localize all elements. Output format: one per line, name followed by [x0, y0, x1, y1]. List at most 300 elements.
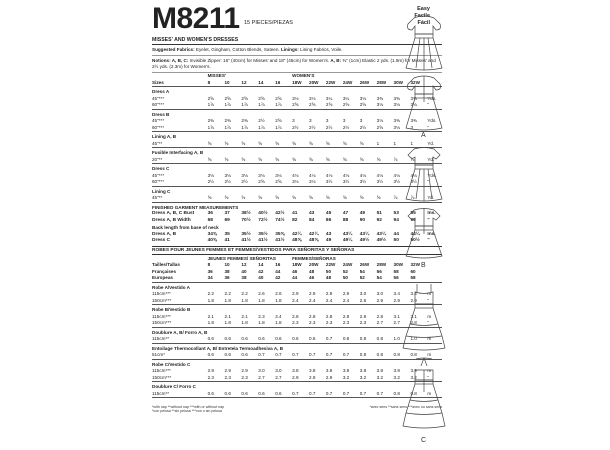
row-value: 0.6 — [224, 352, 231, 357]
row-value: 0.8 — [359, 336, 367, 341]
row-value: 36 — [224, 275, 230, 280]
row-value: 3⅛ — [309, 179, 316, 184]
row-value: 48 — [325, 275, 332, 280]
pattern-envelope-back — [152, 0, 442, 413]
row-value: 0.6 — [207, 352, 214, 357]
row-value: 3½ — [342, 179, 350, 184]
yardage-table-english — [152, 73, 442, 245]
row-label: 45"*** — [152, 95, 165, 101]
row-value: 20W — [309, 79, 319, 85]
row-value: 0.7 — [275, 352, 282, 357]
section-heading — [152, 149, 442, 157]
row-label: 150cm*** — [152, 374, 172, 380]
row-label: 51cm* — [152, 352, 166, 357]
row-value: 1.8 — [207, 320, 214, 325]
row-value: 2.8 — [325, 313, 333, 319]
row-value: 1⅞ — [258, 102, 265, 107]
row-label: Françaises — [152, 268, 177, 274]
dress-a-back-icon — [400, 72, 448, 132]
row-value: 43¼ — [359, 231, 370, 237]
section-name: Entoilage Thermocollant A, B/ Entretela Termoadhesiva A, B — [152, 345, 284, 351]
section-name: Dress A — [152, 89, 170, 94]
row-unit: " — [427, 238, 430, 243]
row-value: 2.8 — [342, 313, 350, 319]
row-value: 2½ — [342, 124, 350, 130]
row-unit: m — [427, 352, 432, 357]
row-value: 1.8 — [224, 320, 231, 325]
row-value: 2.3 — [207, 374, 214, 380]
row-value: 1⅞ — [224, 102, 231, 107]
row-value: 42¼ — [309, 231, 319, 237]
row-value: ⅝ — [207, 195, 212, 200]
row-value: 2.1 — [241, 313, 248, 319]
row-value: 0.6 — [292, 336, 299, 341]
row-value: 2⅜ — [241, 118, 248, 123]
row-unit: Ins. — [427, 231, 436, 237]
row-value: 0.7 — [342, 352, 350, 357]
row-value: 2⅜ — [207, 118, 214, 123]
row-value: 43¼ — [342, 231, 353, 237]
row-value: 1⅞ — [207, 102, 214, 107]
row-value: 40⅝ — [207, 238, 217, 243]
row-value: ⅝ — [275, 156, 280, 162]
fabrics-text: Eyelet, Gingham, Cotton Blends, Sateen. — [195, 47, 280, 52]
row-value: 2.6 — [359, 297, 367, 303]
row-label: 150cm*** — [152, 320, 172, 325]
row-value: 92 — [376, 217, 382, 223]
row-value: 4⅛ — [359, 172, 367, 178]
row-value: 2.8 — [410, 320, 417, 325]
row-unit: " — [427, 124, 429, 130]
section-heading — [152, 345, 442, 353]
row-value: 2⅝ — [359, 102, 367, 107]
row-value: 37 — [224, 211, 230, 216]
section-heading — [152, 165, 442, 173]
row-value: 2.9 — [342, 291, 350, 296]
row-value: 2.9 — [241, 368, 248, 373]
row-value: 0.6 — [309, 336, 316, 341]
pattern-title: MISSES' AND WOMEN'S DRESSES — [152, 37, 442, 45]
row-value: ⅝ — [207, 156, 212, 162]
row-value: 3½ — [376, 179, 384, 184]
row-value: 24W — [342, 262, 353, 267]
row-value: 1 — [376, 140, 380, 146]
row-value: 56 — [376, 268, 382, 274]
row-value: 90 — [359, 217, 366, 223]
row-value: 52 — [342, 268, 348, 274]
row-value: 58 — [393, 268, 399, 274]
row-value: 26W — [359, 262, 370, 267]
table-row — [152, 336, 442, 343]
row-unit: " — [427, 297, 429, 303]
row-value: ⅝ — [376, 195, 381, 200]
row-value: 41 — [292, 211, 298, 216]
row-value: 0.7 — [325, 390, 333, 396]
view-label-c: C — [421, 437, 427, 444]
row-value: 38 — [241, 275, 247, 280]
suggested-fabrics — [152, 45, 442, 56]
row-value: 3.0 — [275, 368, 282, 373]
row-value: 46 — [309, 275, 315, 280]
table-row — [152, 352, 442, 359]
row-value: 2.9 — [309, 291, 316, 296]
row-value: 2.8 — [292, 313, 299, 319]
row-value: 2⅝ — [325, 102, 333, 107]
row-value: 3.8 — [309, 368, 316, 373]
row-value: 3⅛ — [359, 95, 367, 101]
row-value: 2.7 — [393, 320, 400, 325]
row-value: 49½ — [359, 238, 370, 243]
row-value: ⅝ — [325, 195, 330, 200]
row-value: 0.7 — [292, 352, 299, 357]
row-value: 0.7 — [309, 390, 316, 396]
row-value: ⅝ — [241, 156, 246, 162]
row-value: 45 — [325, 211, 332, 216]
row-value: 2.4 — [292, 297, 299, 303]
row-value: 0.7 — [325, 336, 333, 341]
row-value: 2.8 — [359, 313, 367, 319]
row-value: ⅝ — [359, 195, 364, 200]
row-value: 3⅛ — [224, 172, 231, 178]
row-value: 0.8 — [342, 336, 350, 341]
row-value: 50 — [393, 238, 399, 243]
row-value: 3⅛ — [292, 179, 299, 184]
row-value: 2.3 — [342, 320, 350, 325]
table-row — [152, 141, 442, 148]
row-value: 2.9 — [376, 297, 384, 303]
row-unit: m — [427, 336, 432, 341]
section-heading — [152, 329, 442, 337]
row-label: 45"*** — [152, 172, 165, 178]
row-value: 1.8 — [241, 320, 248, 325]
row-value: 49 — [325, 238, 332, 243]
section-name: Robe C/Vestido C — [152, 361, 191, 367]
row-value: ⅝ — [342, 140, 347, 146]
row-value: 1⅞ — [258, 124, 265, 130]
row-value: 2⅝ — [342, 102, 350, 107]
row-value: ⅝ — [258, 156, 263, 162]
row-value: 4⅛ — [376, 172, 384, 178]
row-value: 3 — [325, 118, 329, 123]
row-value: 2⅝ — [275, 95, 282, 101]
row-value: ⅝ — [309, 140, 313, 146]
section-heading — [152, 361, 442, 369]
table-row — [152, 375, 442, 382]
row-value: 50½ — [410, 238, 420, 243]
row-value: 3⅛ — [207, 172, 214, 178]
fabrics-label: Suggested Fabrics: — [152, 47, 195, 52]
row-unit: Yd. — [427, 195, 435, 200]
row-value: 14 — [258, 262, 264, 267]
row-value: 30W — [393, 79, 403, 85]
row-value: 2⅝ — [292, 102, 299, 107]
row-value: 2⅝ — [309, 102, 316, 107]
row-value: 4⅛ — [410, 172, 417, 178]
row-value: ⅝ — [342, 156, 347, 162]
row-value: ⅝ — [325, 156, 330, 162]
row-value: 8 — [207, 79, 211, 85]
row-value: 35½ — [258, 231, 268, 237]
row-value: 4⅛ — [342, 172, 350, 178]
row-value: 2.4 — [325, 297, 333, 303]
row-value: 3½ — [325, 179, 333, 184]
row-value: 2.9 — [224, 368, 231, 373]
row-value: 18W — [292, 262, 302, 267]
row-value: 0.6 — [224, 390, 231, 396]
row-value: 1⅞ — [275, 102, 282, 107]
row-value: 1.8 — [224, 297, 231, 303]
row-value: ⅝ — [275, 195, 280, 200]
row-value: 1⅞ — [241, 102, 248, 107]
row-value: 58 — [410, 275, 416, 280]
row-value: 2.8 — [376, 313, 384, 319]
row-value: 2.3 — [309, 320, 316, 325]
row-value: 2.7 — [275, 374, 282, 380]
row-value: 3⅛ — [376, 102, 384, 107]
row-value: 2⅝ — [258, 179, 265, 184]
row-value: ⅞ — [410, 156, 415, 162]
row-value: 0.8 — [393, 390, 400, 396]
section-name: Lining A, B — [152, 134, 177, 139]
row-value: 96 — [410, 217, 416, 223]
row-value: 3.9 — [393, 368, 400, 373]
row-value: 0.6 — [241, 390, 248, 396]
row-value: 43 — [309, 211, 315, 216]
row-label: 60"*** — [152, 179, 165, 184]
dress-b-back-icon — [400, 206, 448, 261]
divider-line — [152, 398, 442, 400]
row-value: ⅝ — [224, 195, 229, 200]
row-value: 0.7 — [342, 390, 350, 396]
row-value: 24W — [342, 79, 353, 85]
row-value: ⅝ — [224, 140, 229, 146]
row-value: 3.2 — [376, 374, 384, 380]
row-value: 2.9 — [393, 297, 400, 303]
row-value: 22W — [325, 262, 336, 267]
row-value: 53 — [393, 211, 399, 216]
row-value: 3½ — [393, 179, 400, 184]
row-value: 1.8 — [241, 297, 248, 303]
row-value: 2½ — [207, 179, 214, 184]
row-value: 4⅛ — [292, 172, 299, 178]
row-value: 35⅝ — [275, 231, 285, 237]
table-row — [152, 125, 442, 132]
row-value: 1.0 — [393, 336, 400, 341]
section-name: FINISHED GARMENT MEASUREMENTS — [152, 204, 239, 210]
row-value: 4⅛ — [309, 172, 316, 178]
row-value: 3.4 — [410, 291, 417, 296]
row-value: 26W — [359, 79, 370, 85]
row-value: 8 — [207, 262, 211, 267]
notions-text: Invisible Zipper: 16" (40cm) for Misses' and 18" (45cm) for Women's. — [189, 58, 330, 63]
row-label: 45"** — [152, 140, 163, 146]
row-value: 42¼ — [292, 231, 302, 237]
row-value: 3.0 — [359, 291, 367, 296]
row-value: 49 — [359, 211, 366, 216]
row-value: 2⅝ — [275, 118, 282, 123]
dress-b-front-icon — [400, 145, 448, 203]
section-name: Robe A/Vestido A — [152, 284, 190, 290]
row-value: 2.3 — [325, 320, 333, 325]
row-value: 1⅞ — [241, 124, 248, 130]
row-value: 0.7 — [359, 390, 367, 396]
view-label-a: A — [421, 132, 426, 139]
row-unit: " — [427, 320, 429, 325]
section-name: Doublure C/ Forro C — [152, 384, 196, 389]
section-name: Dress B — [152, 111, 170, 117]
row-value: 0.6 — [275, 390, 282, 396]
row-value: 44 — [275, 268, 281, 274]
row-value: 3⅛ — [275, 172, 282, 178]
row-value: 34 — [207, 275, 213, 280]
row-unit: Yd. — [427, 156, 435, 162]
row-value: 3.9 — [410, 368, 417, 373]
footnotes — [152, 405, 442, 413]
difficulty-es: Fácil — [417, 20, 430, 26]
row-value: 2.8 — [309, 313, 316, 319]
row-value: 48⅝ — [309, 238, 319, 243]
row-value: 18W — [292, 79, 302, 85]
notions-label: Notions: A, B, C: — [152, 58, 189, 63]
row-value: 44 — [292, 275, 298, 280]
row-value: 36 — [207, 268, 213, 274]
row-value: ⅞ — [410, 195, 415, 200]
row-value: 38 — [224, 268, 230, 274]
pieces-count: 15 PIECES/PIEZAS — [244, 20, 293, 26]
row-value: 3.2 — [393, 374, 400, 380]
row-value: 3.4 — [393, 291, 400, 296]
row-value: 30W — [393, 262, 403, 267]
row-value: 3⅛ — [393, 124, 400, 130]
row-value: 3.0 — [258, 368, 265, 373]
row-value: 68 — [207, 217, 213, 223]
group-womens: FEMMES/SEÑORAS — [292, 255, 336, 261]
footnote-english: *with nap **without nap ***with or without nap — [152, 405, 225, 409]
row-value: 60 — [410, 268, 416, 274]
row-label: Europeas — [152, 275, 173, 280]
row-value: 3.2 — [359, 374, 367, 380]
row-value: 3.1 — [410, 313, 417, 319]
row-label: Dress A, B — [152, 231, 177, 237]
footnote-french: *avec sens **sans sens ***avec ou sans sens — [369, 405, 442, 409]
row-label: Sizes — [152, 79, 164, 85]
row-value: 0.8 — [376, 352, 384, 357]
view-label-b: B — [421, 262, 426, 269]
row-value: 2½ — [309, 124, 316, 130]
row-value: 2.2 — [224, 291, 231, 296]
row-unit: m — [427, 291, 432, 296]
row-value: 3⅜ — [376, 95, 384, 101]
row-value: 51 — [376, 211, 382, 216]
row-value: 3⅛ — [258, 172, 265, 178]
row-value: 20W — [309, 262, 319, 267]
row-value: 3⅜ — [410, 118, 417, 123]
row-value: 1.8 — [258, 320, 265, 325]
row-value: 2⅝ — [241, 95, 248, 101]
row-value: 34⅝ — [207, 231, 217, 237]
row-value: 40½ — [258, 211, 268, 216]
row-value: 41 — [224, 238, 230, 243]
row-value: 54 — [376, 275, 382, 280]
row-value: 3.2 — [410, 374, 417, 380]
row-value: 52 — [359, 275, 365, 280]
row-value: 2½ — [292, 124, 299, 130]
row-value: 3⅛ — [410, 102, 417, 107]
section-heading — [152, 88, 442, 96]
row-value: 0.6 — [258, 390, 265, 396]
row-value: 3.8 — [376, 368, 384, 373]
row-value: 4⅛ — [393, 172, 400, 178]
row-label: 115cm** — [152, 336, 170, 341]
linings-text: Lining Fabrics, Voile. — [300, 47, 343, 52]
row-label: 115cm** — [152, 390, 170, 396]
row-value: 12 — [241, 79, 247, 85]
row-value: 3.0 — [376, 291, 384, 296]
row-value: 47 — [342, 211, 349, 216]
row-value: 0.8 — [393, 352, 400, 357]
row-value: 2.4 — [275, 313, 282, 319]
title-row — [152, 0, 442, 36]
row-value: 3½ — [410, 179, 417, 184]
row-value: 3 — [309, 118, 312, 123]
row-value: ⅝ — [258, 195, 263, 200]
row-value: 35 — [224, 231, 230, 237]
row-value: 1.8 — [275, 320, 282, 325]
row-value: 2⅝ — [275, 179, 282, 184]
row-value: 2.9 — [410, 297, 417, 303]
row-unit: m — [427, 313, 432, 319]
row-value: 3⅛ — [393, 102, 400, 107]
row-value: 84 — [309, 217, 315, 223]
row-value: 2⅝ — [207, 95, 214, 101]
row-value: 3¼ — [342, 95, 350, 101]
row-value: ⅝ — [309, 156, 313, 162]
row-value: 3.1 — [393, 313, 400, 319]
row-label: Dress A, B, C Bust — [152, 211, 195, 216]
row-value: 2.3 — [359, 320, 367, 325]
section-heading — [152, 204, 442, 212]
row-value: 2½ — [241, 179, 248, 184]
table-row — [152, 298, 442, 305]
row-value: 41½ — [241, 238, 251, 243]
row-value: 3¼ — [325, 95, 333, 101]
row-value: 43 — [325, 231, 332, 237]
row-value: 0.8 — [376, 336, 384, 341]
row-value: ⅝ — [241, 195, 246, 200]
row-value: 50 — [325, 268, 332, 274]
row-value: 1 — [393, 140, 397, 146]
row-value: 2½ — [224, 179, 231, 184]
row-unit: " — [427, 179, 429, 184]
group-womens: WOMEN'S — [292, 73, 315, 78]
row-value: 2⅜ — [224, 118, 231, 123]
row-value: 41½ — [258, 238, 268, 243]
row-value: 2.4 — [309, 297, 316, 303]
row-value: 2.9 — [292, 374, 299, 380]
row-label: 45"*** — [152, 118, 165, 123]
row-unit: m — [427, 368, 432, 373]
row-value: 36 — [207, 211, 213, 216]
row-value: 41½ — [275, 238, 285, 243]
row-value: 3 — [410, 124, 414, 130]
pattern-number: M8211 — [152, 2, 240, 35]
row-value: 2.2 — [241, 291, 248, 296]
row-value: 2.4 — [342, 297, 350, 303]
row-value: 2⅝ — [224, 95, 231, 101]
table-row — [152, 102, 442, 109]
row-value: ⅝ — [359, 156, 364, 162]
row-label: 115cm*** — [152, 368, 171, 373]
